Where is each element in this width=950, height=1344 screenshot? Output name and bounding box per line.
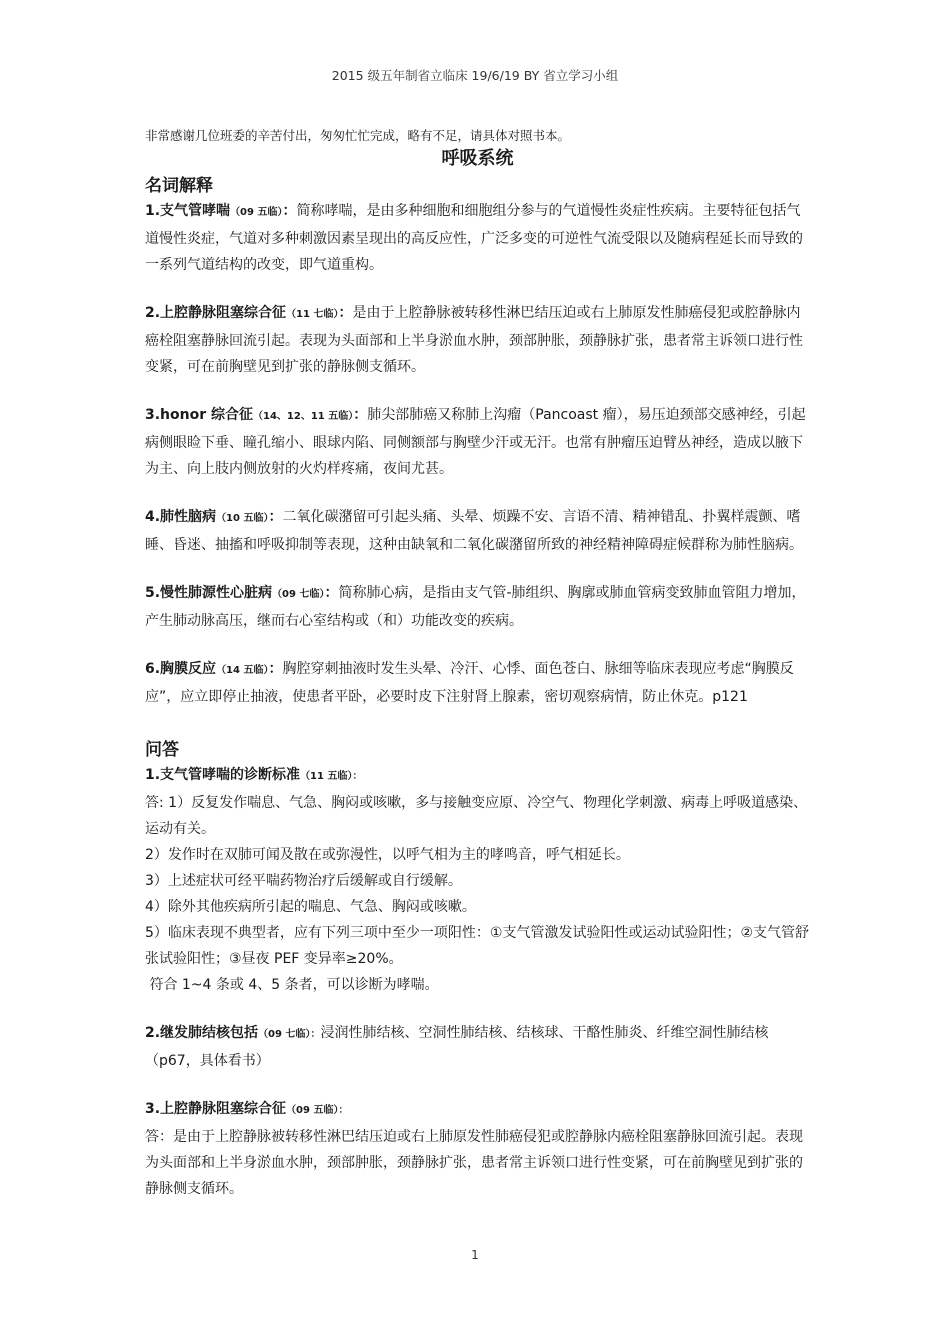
definition-text: 肺尖部肺癌又称肺上沟瘤（Pancoast 瘤），易压迫颈部交感神经，引起病侧眼睑下垂、瞳孔缩小、眼球内陷、同侧额部与胸壁少汗或无汗。也常有肿瘤压迫臂丛神经，造成以腋下为主、向上肢内侧放射的火灼样疼痛，夜间尤甚。 (145, 407, 806, 477)
answer-line: 2）发作时在双肺可闻及散在或弥漫性，以呼气相为主的哮鸣音，呼气相延长。 (145, 847, 630, 863)
answer-line: 4）除外其他疾病所引起的喘息、气急、胸闷或咳嗽。 (145, 899, 476, 915)
qa-heading: 问答 (145, 740, 179, 760)
definition-tag: （14、12、11 五临） (253, 411, 354, 422)
definition-item (145, 300, 810, 380)
question-title-text: 3.上腔静脉阻塞综合征 (145, 1101, 287, 1117)
definition-term: 5.慢性肺源性心脏病 (145, 585, 273, 601)
page-number: 1 (471, 1248, 479, 1262)
definition-text: 胸腔穿刺抽液时发生头晕、冷汗、心悸、面色苍白、脉细等临床表现应考虑“胸膜反应”，应立即停止抽液，使患者平卧，必要时皮下注射肾上腺素，密切观察病情，防止休克。p121 (145, 661, 794, 705)
definition-item (145, 656, 810, 710)
definition-item (145, 504, 810, 558)
definition-sep: ： (324, 585, 339, 601)
definition-term: 4.肺性脑病 (145, 509, 217, 525)
page-title: 呼吸系统 (441, 148, 514, 169)
definition-text: 二氧化碳潴留可引起头痛、头晕、烦躁不安、言语不清、精神错乱、扑翼样震颤、嗜睡、昏迷、抽搐和呼吸抑制等表现，这种由缺氧和二氧化碳潴留所致的神经精神障碍症候群称为肺性脑病。 (145, 509, 803, 553)
definition-sep: ： (353, 407, 368, 423)
definition-sep: ： (282, 203, 297, 219)
document-body (145, 126, 810, 1202)
answer-line: 答: 1）反复发作喘息、气急、胸闷或咳嗽，多与接触变应原、冷空气、物理化学刺激、病毒上呼吸道感染、运动有关。 (145, 795, 808, 837)
definition-sep: ： (268, 661, 283, 677)
question-tag: （09 七临）： (258, 1029, 321, 1040)
thanks-note: 非常感谢几位班委的辛苦付出，匆匆忙忙完成，略有不足，请具体对照书本。 (145, 128, 571, 143)
question-tag: （11 五临）： (300, 771, 363, 782)
page-header: 2015 级五年制省立临床 19/6/19 BY 省立学习小组 (331, 68, 619, 83)
definitions-heading: 名词解释 (145, 176, 213, 196)
definition-tag: （09 七临） (272, 589, 325, 600)
definition-term: 3.honor 综合征 (145, 407, 254, 423)
definition-sep: ： (268, 509, 283, 525)
answer-text: 浸润性肺结核、空洞性肺结核、结核球、干酪性肺炎、纤维空洞性肺结核（p67，具体看书） (145, 1025, 769, 1069)
definition-tag: （11 七临） (286, 309, 339, 320)
definition-term: 2.上腔静脉阻塞综合征 (145, 305, 287, 321)
question-tag: （09 五临）： (286, 1105, 349, 1116)
definition-text: 简称肺心病，是指由支气管-肺组织、胸廓或肺血管病变致肺血管阻力增加，产生肺动脉高压，继而右心室结构或（和）功能改变的疾病。 (145, 585, 806, 629)
definition-sep: ： (338, 305, 353, 321)
definition-text: 简称哮喘，是由多种细胞和细胞组分参与的气道慢性炎症性疾病。主要特征包括气道慢性炎症，气道对多种刺激因素呈现出的高反应性，广泛多变的可逆性气流受限以及随病程延长而导致的一系列气道结构的改变，即气道重构。 (145, 203, 803, 273)
definition-term: 1.支气管哮喘 (145, 203, 231, 219)
definition-item (145, 198, 810, 278)
answer-text: 答：是由于上腔静脉被转移性淋巴结压迫或右上肺原发性肺癌侵犯或腔静脉内癌栓阻塞静脉回流引起。表现为头面部和上半身淤血水肿，颈部肿胀，颈静脉扩张，患者常主诉领口进行性变紧，可在前胸壁见到扩张的静脉侧支循环。 (145, 1129, 803, 1197)
definition-text: 是由于上腔静脉被转移性淋巴结压迫或右上肺原发性肺癌侵犯或腔静脉内癌栓阻塞静脉回流引起。表现为头面部和上半身淤血水肿，颈部肿胀，颈静脉扩张，患者常主诉领口进行性变紧，可在前胸壁见到扩张的静脉侧支循环。 (145, 305, 803, 375)
answer-line: 5）临床表现不典型者，应有下列三项中至少一项阳性：①支气管激发试验阳性或运动试验阳性；②支气管舒张试验阳性；③昼夜 PEF 变异率≥20%。 (145, 925, 810, 967)
definition-item (145, 402, 810, 482)
answer-line: 3）上述症状可经平喘药物治疗后缓解或自行缓解。 (145, 873, 462, 889)
question-title (145, 762, 810, 790)
definition-item (145, 580, 810, 634)
definition-tag: （10 五临） (216, 513, 269, 524)
definition-tag: （09 五临） (230, 207, 283, 218)
question-title (145, 1096, 810, 1124)
answer-line: 符合 1~4 条或 4、5 条者，可以诊断为哮喘。 (145, 977, 439, 993)
question-title-text: 1.支气管哮喘的诊断标准 (145, 767, 301, 783)
question-title-text: 2.继发肺结核包括 (145, 1025, 259, 1041)
definition-term: 6.胸膜反应 (145, 661, 217, 677)
question-item (145, 1020, 810, 1074)
definition-tag: （14 五临） (216, 665, 269, 676)
